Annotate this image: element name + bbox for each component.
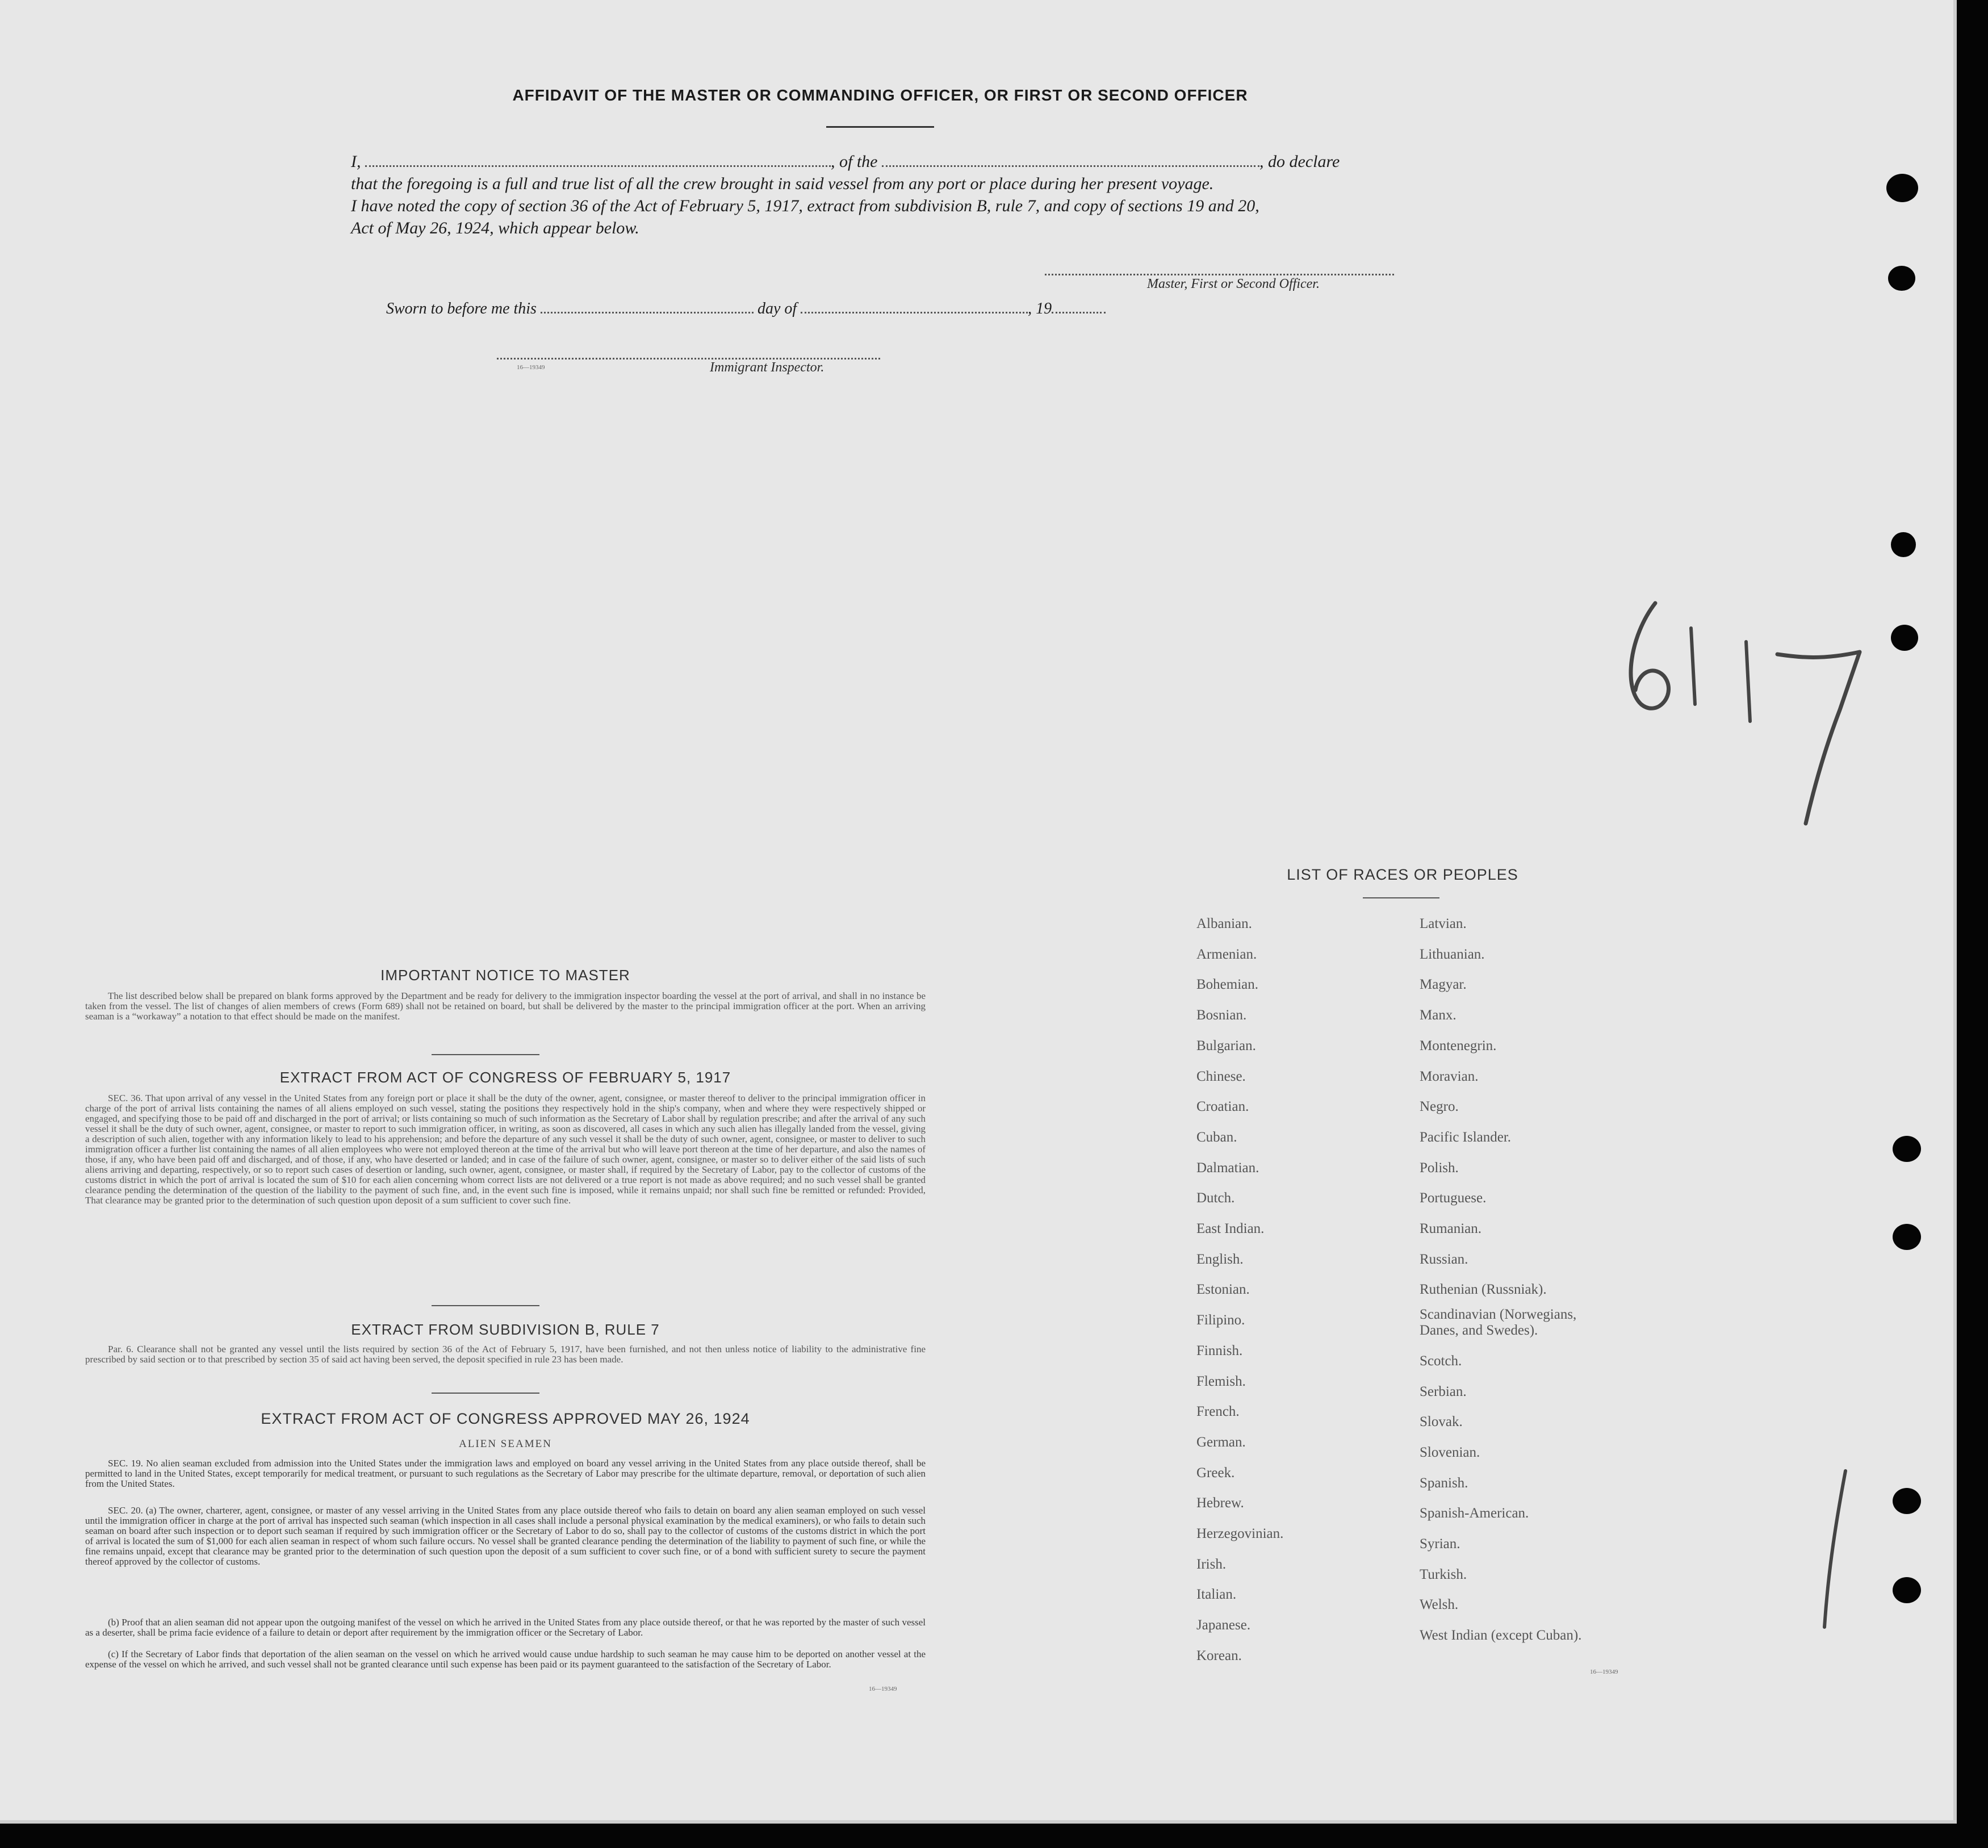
race-item: Herzegovinian. xyxy=(1196,1526,1284,1541)
affidavit-do-declare: , do declare xyxy=(1259,152,1340,171)
extract-1917-rule xyxy=(432,1305,539,1306)
affidavit-of-the: , of the xyxy=(831,152,878,171)
race-item: Italian. xyxy=(1196,1587,1237,1602)
notice-text: The list described below shall be prepared on blank forms approved by the Department and be ready for delivery to the immigration inspector boarding the vessel at the port of arrival, and shall in no instance be taken from the vessel. The list of changes of alien members of crews (Form 689) shall not be retained on board, but shall be delivered by the master to the principal immigration officer at the port. When an arriving seaman is a “workaway” a notation to that effect should be made on the manifest. xyxy=(85,990,926,1022)
extract-form-code: 16—19349 xyxy=(869,1686,897,1692)
sworn-text: Sworn to before me this xyxy=(386,300,537,317)
extract-1917-text: SEC. 36. That upon arrival of any vessel in the United States from any foreign port or place it shall be the duty of the owner, agent, consignee, or master thereof to deliver to the principal immigration officer in charge of the port of arrival lists containing the names of all aliens employed on such vessel, stating the positions they respectively hold in the ship's company, when and where they were respectively shipped or engaged, and specifying those to be paid off and discharged in the port of arrival; or lists containing so much of such information as the Secretary of Labor shall by regulation prescribe; and after the arrival of any such vessel it shall be the duty of such owner, agent, consignee, or master to report to such immigration officer, in writing, as soon as discovered, all cases in which any such alien has illegally landed from the vessel, giving a description of such alien, together with any information likely to lead to his apprehension; and before the departure of any such vessel it shall be the duty of such owner, agent, consignee, or master to deliver to such immigration officer a further list containing the names of all alien employees who were not employed thereon at the time of the arrival but who will leave port thereon at the time of her departure, and also the names of those, if any, who have been paid off and discharged, and of those, if any, who have deserted or landed; and in case of the failure of such owner, agent, consignee, or master so to deliver either of the said lists of such aliens arriving and departing, respectively, or so to report such cases of desertion or landing, such owner, agent, consignee, or master shall, if required by the Secretary of Labor, pay to the collector of customs of the customs district in which the port of arrival is located the sum of $10 for each alien concerning whom correct lists are not delivered or a true report is not made as above required; and no such vessel shall be granted clearance pending the determination of the question of the liability to the payment of such fine, and, in the event such fine is imposed, while it remains unpaid; nor shall such fine be remitted or refunded: Provided, That clearance may be granted prior to the determination of such question upon deposit of a sum sufficient to cover such fine. xyxy=(85,1093,926,1206)
sworn-day-blank[interactable] xyxy=(541,312,754,313)
race-item: West Indian (except Cuban). xyxy=(1420,1628,1582,1643)
race-item: Moravian. xyxy=(1420,1069,1479,1084)
alien-seamen-subtitle: ALIEN SEAMEN xyxy=(459,1438,552,1450)
punch-hole xyxy=(1891,625,1918,651)
race-item: Russian. xyxy=(1420,1252,1468,1267)
inspector-label: Immigrant Inspector. xyxy=(710,360,825,375)
race-item: Ruthenian (Russniak). xyxy=(1420,1282,1547,1297)
sec-20a-text: SEC. 20. (a) The owner, charterer, agent, consignee, or master of any vessel arriving in the United States from any place outside thereof who fails to detain on board any alien seaman employed on such vessel until the immigration officer in charge at the port of arrival has inspected such seaman (which inspection in all cases shall include a personal physical examination by the medical examiners), or who fails to detain such seaman on board after such inspection or to deport such seaman if required by such immigration officer or the Secretary of Labor to do so, shall pay to the collector of customs of the customs district in which the port of arrival is located the sum of $1,000 for each alien seaman in respect of whom such failure occurs. No vessel shall be granted clearance pending the determination of the liability to payment of such fine, or while the fine remains unpaid, except that clearance may be granted prior to the determination of such question upon the deposit of a sum sufficient to cover such fine, or of a bond with sufficient surety to secure the payment thereof approved by the collector of customs. xyxy=(85,1505,926,1567)
sworn-month-blank[interactable] xyxy=(801,312,1028,313)
race-item: Flemish. xyxy=(1196,1374,1246,1389)
sec-20c-text: (c) If the Secretary of Labor finds that deportation of the alien seaman on the vessel on which he arrived would cause undue hardship to such seaman he may cause him to be deported on another vessel at the expense of the vessel on which he arrived, and such vessel shall not be granted clearance until such expense has been paid or its payment guaranteed to the satisfaction of the Secretary of Labor. xyxy=(85,1649,926,1670)
race-item: Negro. xyxy=(1420,1099,1459,1114)
race-item: Dalmatian. xyxy=(1196,1160,1259,1176)
extract-1917-title: EXTRACT FROM ACT OF CONGRESS OF FEBRUARY 5, 1917 xyxy=(279,1069,731,1086)
sec-19-text: SEC. 19. No alien seaman excluded from admission into the United States under the immigration laws and employed on board any vessel arriving in the United States from any place outside thereof, shall be permitted to land in the United States, except temporarily for medical treatment, or pursuant to such regulations as the Secretary of Labor may prescribe for the ultimate departure, removal, or deportation of such alien from the United States. xyxy=(85,1458,926,1489)
affidavit-title: AFFIDAVIT OF THE MASTER OR COMMANDING OFFICER, OR FIRST OR SECOND OFFICER xyxy=(512,86,1248,104)
race-item: Cuban. xyxy=(1196,1130,1237,1145)
race-item: Pacific Islander. xyxy=(1420,1130,1512,1145)
race-item: Bohemian. xyxy=(1196,977,1259,992)
race-item: Latvian. xyxy=(1420,916,1467,931)
race-item: Croatian. xyxy=(1196,1099,1249,1114)
punch-hole xyxy=(1893,1136,1921,1162)
extract-rule7-title: EXTRACT FROM SUBDIVISION B, RULE 7 xyxy=(351,1321,660,1338)
notice-title: IMPORTANT NOTICE TO MASTER xyxy=(380,967,630,984)
race-item: Welsh. xyxy=(1420,1597,1459,1612)
race-item: Chinese. xyxy=(1196,1069,1246,1084)
race-item: East Indian. xyxy=(1196,1221,1265,1236)
race-item: Scotch. xyxy=(1420,1353,1462,1369)
race-item: Magyar. xyxy=(1420,977,1467,992)
race-item: French. xyxy=(1196,1404,1240,1419)
race-item: Spanish-American. xyxy=(1420,1506,1529,1521)
master-label: Master, First or Second Officer. xyxy=(1147,277,1320,291)
handwritten-mark-1 xyxy=(1814,1465,1860,1636)
affidavit-i: I, xyxy=(351,152,361,171)
affidavit-form-code: 16—19349 xyxy=(517,364,545,371)
races-title: LIST OF RACES OR PEOPLES xyxy=(1287,866,1518,883)
name-blank[interactable] xyxy=(365,165,831,167)
race-item: Montenegrin. xyxy=(1420,1038,1497,1053)
title-rule xyxy=(826,126,934,128)
race-item: Syrian. xyxy=(1420,1536,1460,1552)
race-item: Lithuanian. xyxy=(1420,947,1485,962)
race-item: Hebrew. xyxy=(1196,1495,1244,1511)
race-item: Armenian. xyxy=(1196,947,1257,962)
race-item: Bosnian. xyxy=(1196,1007,1247,1023)
punch-hole xyxy=(1893,1577,1921,1603)
race-item: Greek. xyxy=(1196,1465,1235,1481)
race-item: English. xyxy=(1196,1252,1244,1267)
affidavit-line-4: Act of May 26, 1924, which appear below. xyxy=(351,219,639,237)
race-item: Irish. xyxy=(1196,1557,1227,1572)
affidavit-line-3: I have noted the copy of section 36 of the Act of February 5, 1917, extract from subdivision B, rule 7, and copy of sections 19 and 20, xyxy=(351,196,1259,215)
extract-rule7-rule xyxy=(432,1393,539,1394)
race-item: Filipino. xyxy=(1196,1312,1245,1328)
race-item: Dutch. xyxy=(1196,1190,1235,1206)
affidavit-line-2: that the foregoing is a full and true list of all the crew brought in said vessel from any port or place during her present voyage. xyxy=(351,174,1214,193)
race-item: Finnish. xyxy=(1196,1343,1243,1358)
race-item: Estonian. xyxy=(1196,1282,1250,1297)
punch-hole xyxy=(1886,174,1918,202)
race-item: Slovenian. xyxy=(1420,1445,1480,1460)
races-rule xyxy=(1363,897,1439,898)
sworn-line xyxy=(386,300,1448,318)
race-item: Serbian. xyxy=(1420,1384,1467,1399)
inspector-signature-line[interactable] xyxy=(497,358,880,359)
sec-20b-text: (b) Proof that an alien seaman did not appear upon the outgoing manifest of the vessel on which he arrived in the United States from any place outside thereof, or that he was reported by the master of such vessel as a deserter, shall be prima facie evidence of a failure to detain or deport after requirement by the immigration officer or the Secretary of Labor. xyxy=(85,1617,926,1638)
race-item: Manx. xyxy=(1420,1007,1457,1023)
affidavit-line-1 xyxy=(351,152,1413,172)
sworn-year-prefix: , 19 xyxy=(1028,300,1052,317)
race-item: Turkish. xyxy=(1420,1567,1467,1582)
sworn-year-blank[interactable] xyxy=(1052,312,1106,313)
punch-hole xyxy=(1893,1224,1921,1250)
punch-hole xyxy=(1888,266,1915,291)
notice-rule xyxy=(432,1054,539,1055)
handwritten-sheet-number xyxy=(1607,591,1880,841)
race-item: Scandinavian (Norwegians, xyxy=(1420,1307,1577,1322)
races-form-code: 16—19349 xyxy=(1590,1669,1618,1675)
sworn-day-of: day of xyxy=(757,300,797,317)
race-item: German. xyxy=(1196,1435,1246,1450)
punch-hole xyxy=(1893,1488,1921,1514)
race-item: Slovak. xyxy=(1420,1414,1463,1429)
race-item: Rumanian. xyxy=(1420,1221,1482,1236)
race-item: Japanese. xyxy=(1196,1617,1251,1633)
race-item: Portuguese. xyxy=(1420,1190,1487,1206)
extract-rule7-text: Par. 6. Clearance shall not be granted any vessel until the lists required by section 36 of the Act of February 5, 1917, have been furnished, and not then unless notice of liability to the administrative fine prescribed by said section or to that prescribed by section 35 of said act having been served, the deposit specified in rule 23 has been made. xyxy=(85,1344,926,1365)
vessel-blank[interactable] xyxy=(882,165,1259,167)
race-item: Albanian. xyxy=(1196,916,1252,931)
master-signature-line[interactable] xyxy=(1045,274,1394,275)
extract-1924-title: EXTRACT FROM ACT OF CONGRESS APPROVED MAY 26, 1924 xyxy=(261,1410,750,1427)
race-item: Bulgarian. xyxy=(1196,1038,1256,1053)
race-item: Polish. xyxy=(1420,1160,1459,1176)
race-item: Danes, and Swedes). xyxy=(1420,1323,1538,1338)
race-item: Korean. xyxy=(1196,1648,1242,1663)
punch-hole xyxy=(1891,532,1916,557)
race-item: Spanish. xyxy=(1420,1475,1468,1491)
